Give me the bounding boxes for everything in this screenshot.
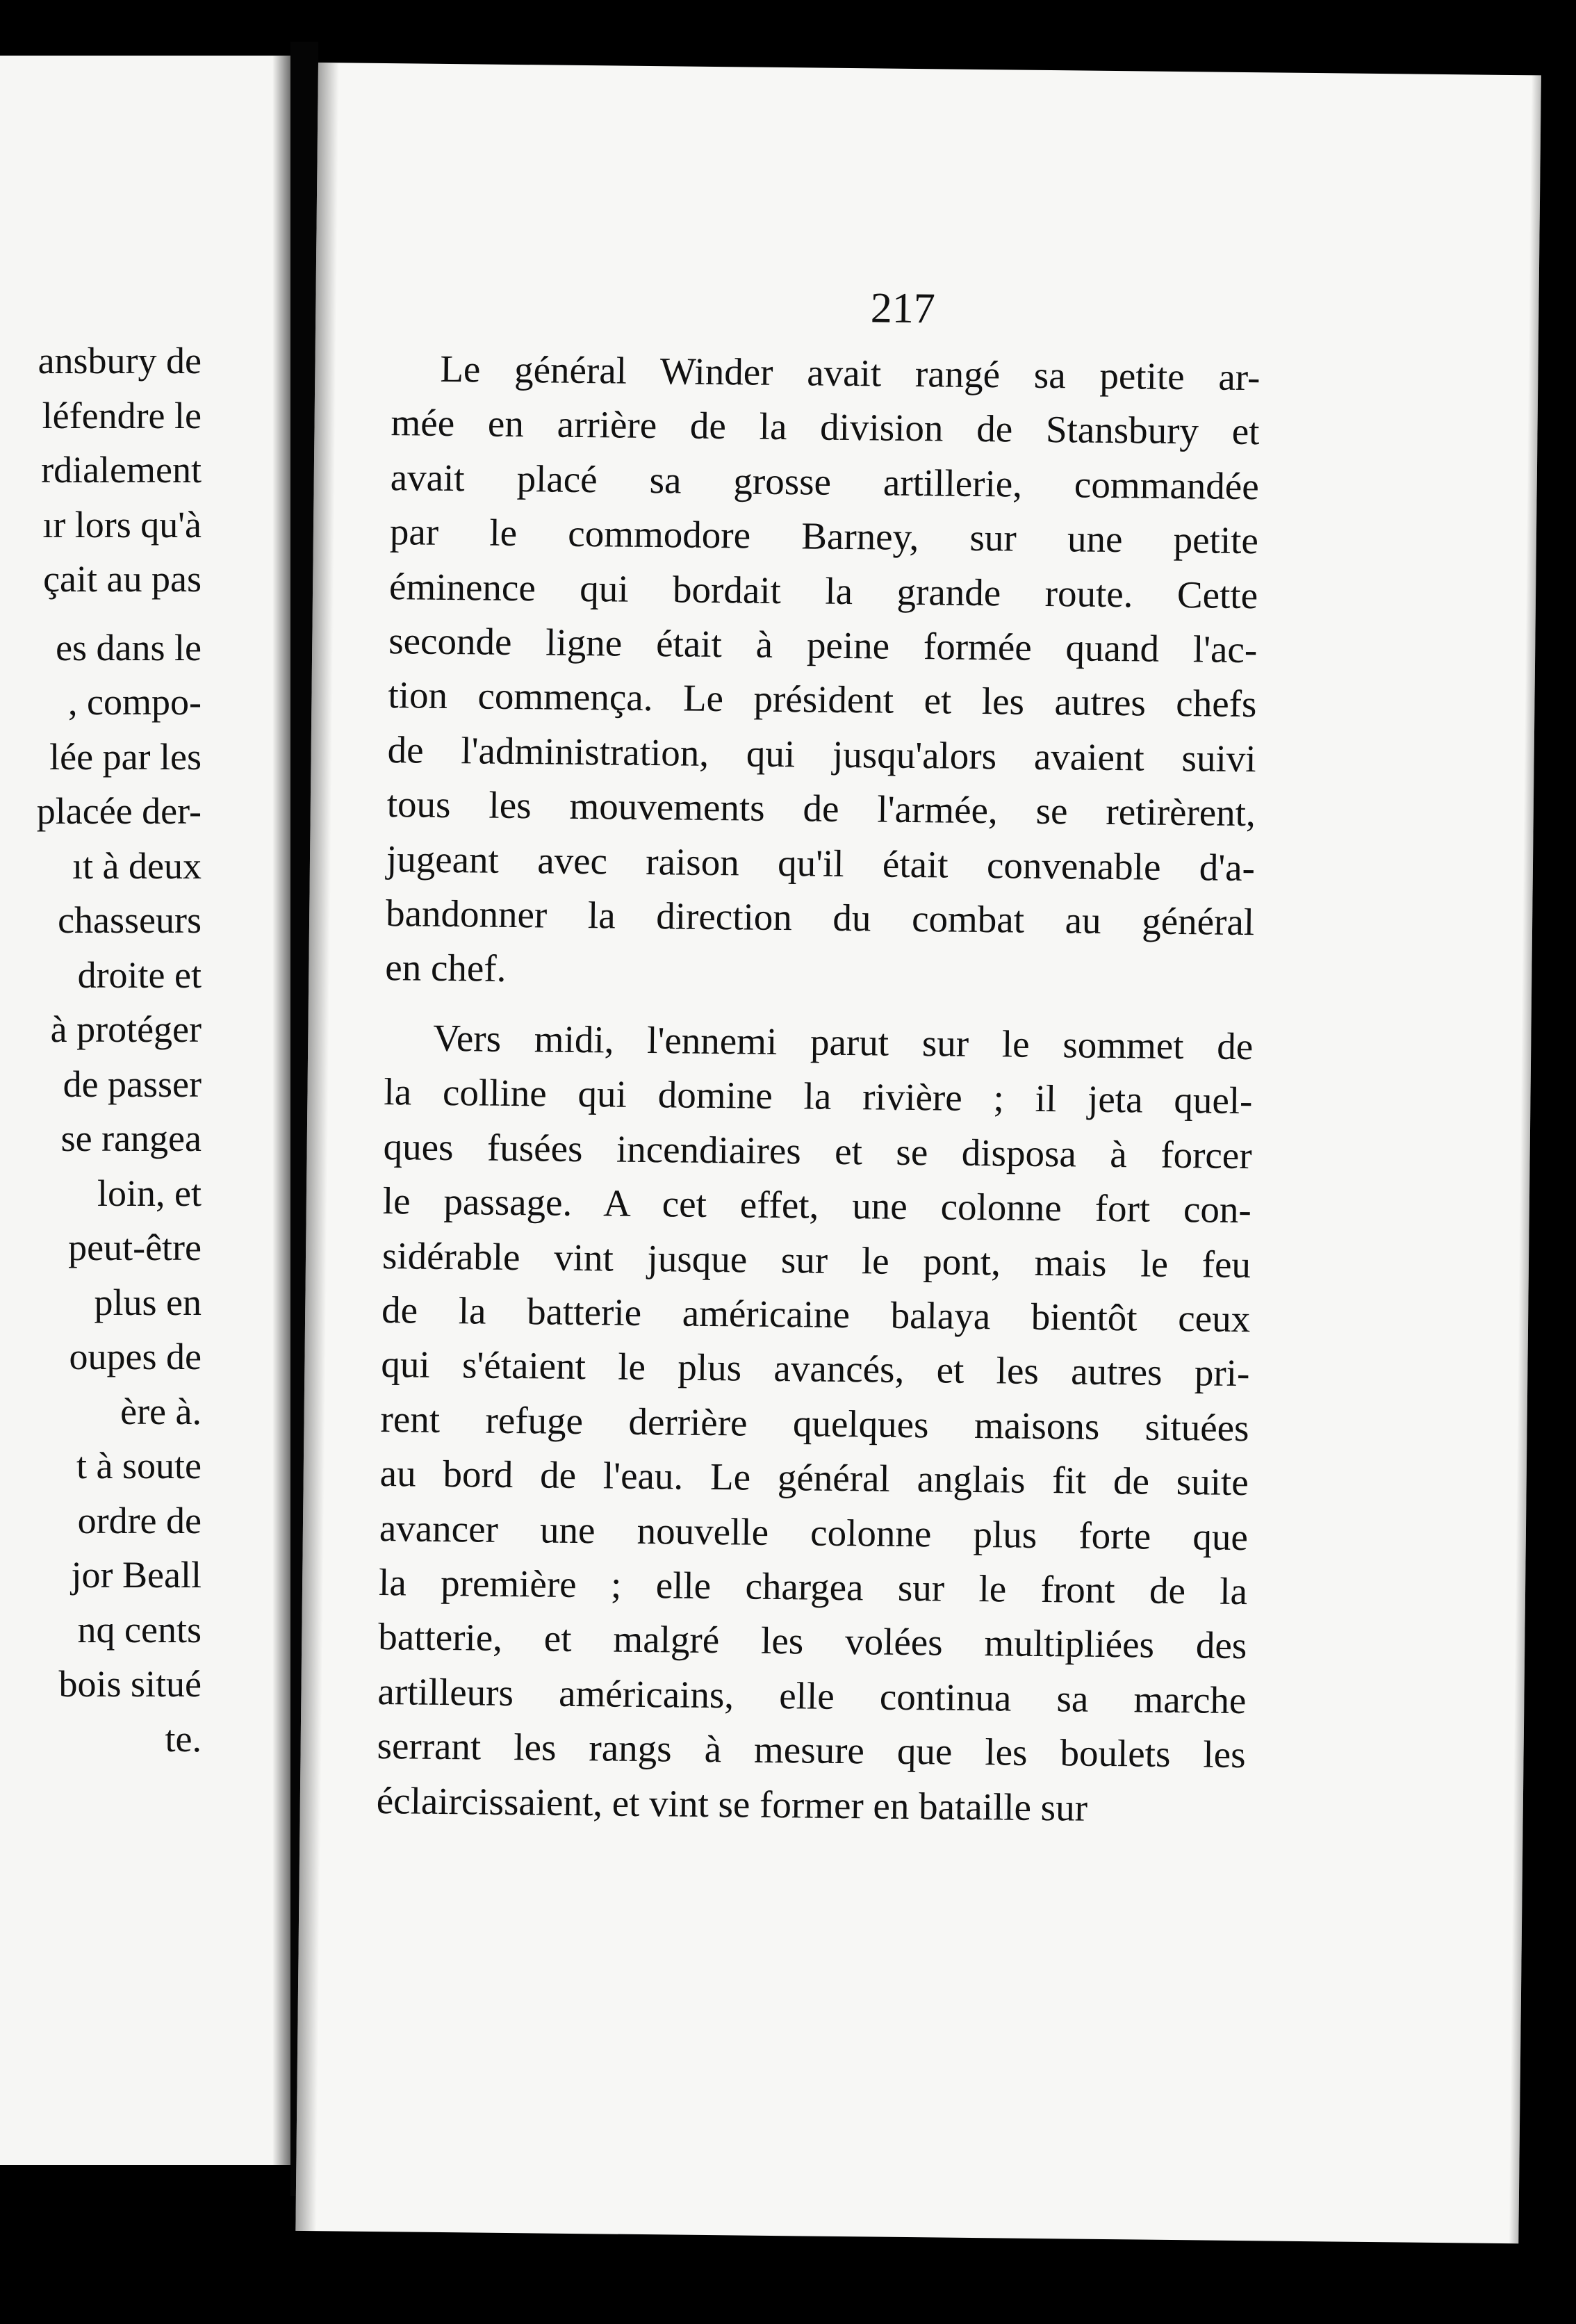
left-page-line: nq cents — [77, 1608, 202, 1651]
left-page-line: , compo- — [68, 681, 202, 723]
paragraph-line: tous les mouvements de l'armée, se retirèrent, — [386, 783, 1256, 835]
paragraph-line: bandonner la direction du combat au général — [385, 892, 1255, 944]
left-page-line: ıt à deux — [72, 844, 202, 887]
left-page-line: se rangea — [60, 1118, 202, 1159]
paragraph-line: Vers midi, l'ennemi parut sur le sommet de — [432, 1016, 1254, 1068]
paragraph-line: par le commodore Barney, sur une petite — [389, 510, 1259, 562]
left-paragraph-gap — [0, 607, 202, 621]
paragraph-line: qui s'étaient le plus avancés, et les autres pri- — [381, 1343, 1250, 1395]
left-page-line: peut-être — [68, 1227, 202, 1268]
paragraph-line: ques fusées incendiaires et se disposa à forcer — [383, 1124, 1252, 1177]
left-page-line: oupes de — [69, 1336, 202, 1377]
paragraph-line: batterie, et malgré les volées multipliées des — [377, 1615, 1247, 1667]
left-page-line: ère à. — [120, 1390, 202, 1432]
left-page-line: de passer — [63, 1063, 202, 1105]
left-page-line: es dans le — [56, 626, 202, 669]
left-page-line: loin, et — [97, 1172, 202, 1214]
paragraph-line: tion commença. Le président et les autres chefs — [388, 673, 1257, 726]
left-page-text — [0, 334, 202, 1766]
paragraph-line: au bord de l'eau. Le général anglais fit de suite — [379, 1452, 1249, 1504]
left-page-line: plus en — [94, 1281, 202, 1323]
left-page-line: te. — [165, 1717, 202, 1760]
left-page-line: placée der- — [36, 790, 202, 832]
left-page — [0, 56, 290, 2165]
left-page-line: çait au pas — [43, 558, 202, 600]
main-page — [295, 63, 1541, 2243]
left-page-line: ordre de — [77, 1499, 202, 1541]
paragraph-line: artilleurs américains, elle continua sa marche — [377, 1669, 1247, 1721]
paragraph-line: éminence qui bordait la grande route. Cette — [388, 564, 1258, 616]
left-page-line: à protéger — [50, 1008, 202, 1050]
left-page-line: t à soute — [76, 1445, 202, 1487]
paragraph-line: de l'administration, qui jusqu'alors avaient suivi — [387, 728, 1256, 780]
left-page-line: rdialement — [41, 449, 202, 491]
paragraph-line: jugeant avec raison qu'il était convenable d'a- — [386, 837, 1256, 889]
paragraph-line: de la batterie américaine balaya bientôt ceux — [381, 1288, 1251, 1341]
left-page-line: ansbury de — [38, 340, 202, 382]
paragraph-line: la colline qui domine la rivière ; il jeta quel- — [384, 1070, 1253, 1122]
paragraph-line: en chef. — [385, 946, 507, 990]
page-edge — [1509, 75, 1541, 2243]
paragraph-line: mée en arrière de la division de Stansbury et — [391, 401, 1260, 453]
paragraph-line: sidérable vint jusque sur le pont, mais le feu — [381, 1234, 1251, 1286]
paragraph-line: rent refuge derrière quelques maisons situées — [380, 1397, 1249, 1449]
paragraph-line: seconde ligne était à peine formée quand l'ac- — [388, 619, 1258, 671]
paragraph-line: le passage. A cet effet, une colonne fort con- — [382, 1179, 1252, 1231]
left-page-line: léfendre le — [42, 394, 202, 436]
paragraph-line: avait placé sa grosse artillerie, commandée — [390, 455, 1260, 508]
left-page-line: lée par les — [49, 735, 202, 778]
left-page-line: jor Beall — [71, 1554, 202, 1596]
paragraph-line: Le général Winder avait rangé sa petite ar- — [440, 347, 1261, 399]
page-number: 217 — [870, 284, 936, 333]
page-body-text — [376, 341, 1260, 1837]
paragraph-line: éclaircissaient, et vint se former en bataille sur — [376, 1778, 1088, 1829]
paragraph-line: serrant les rangs à mesure que les boulets les — [377, 1724, 1246, 1776]
paragraph-line: avancer une nouvelle colonne plus forte que — [379, 1506, 1249, 1558]
paragraph-line: la première ; elle chargea sur le front de la — [378, 1560, 1248, 1613]
left-page-line: ır lors qu'à — [42, 503, 202, 546]
left-page-line: bois situé — [58, 1663, 202, 1705]
left-page-line: droite et — [77, 954, 202, 996]
left-page-line: chasseurs — [58, 899, 202, 941]
